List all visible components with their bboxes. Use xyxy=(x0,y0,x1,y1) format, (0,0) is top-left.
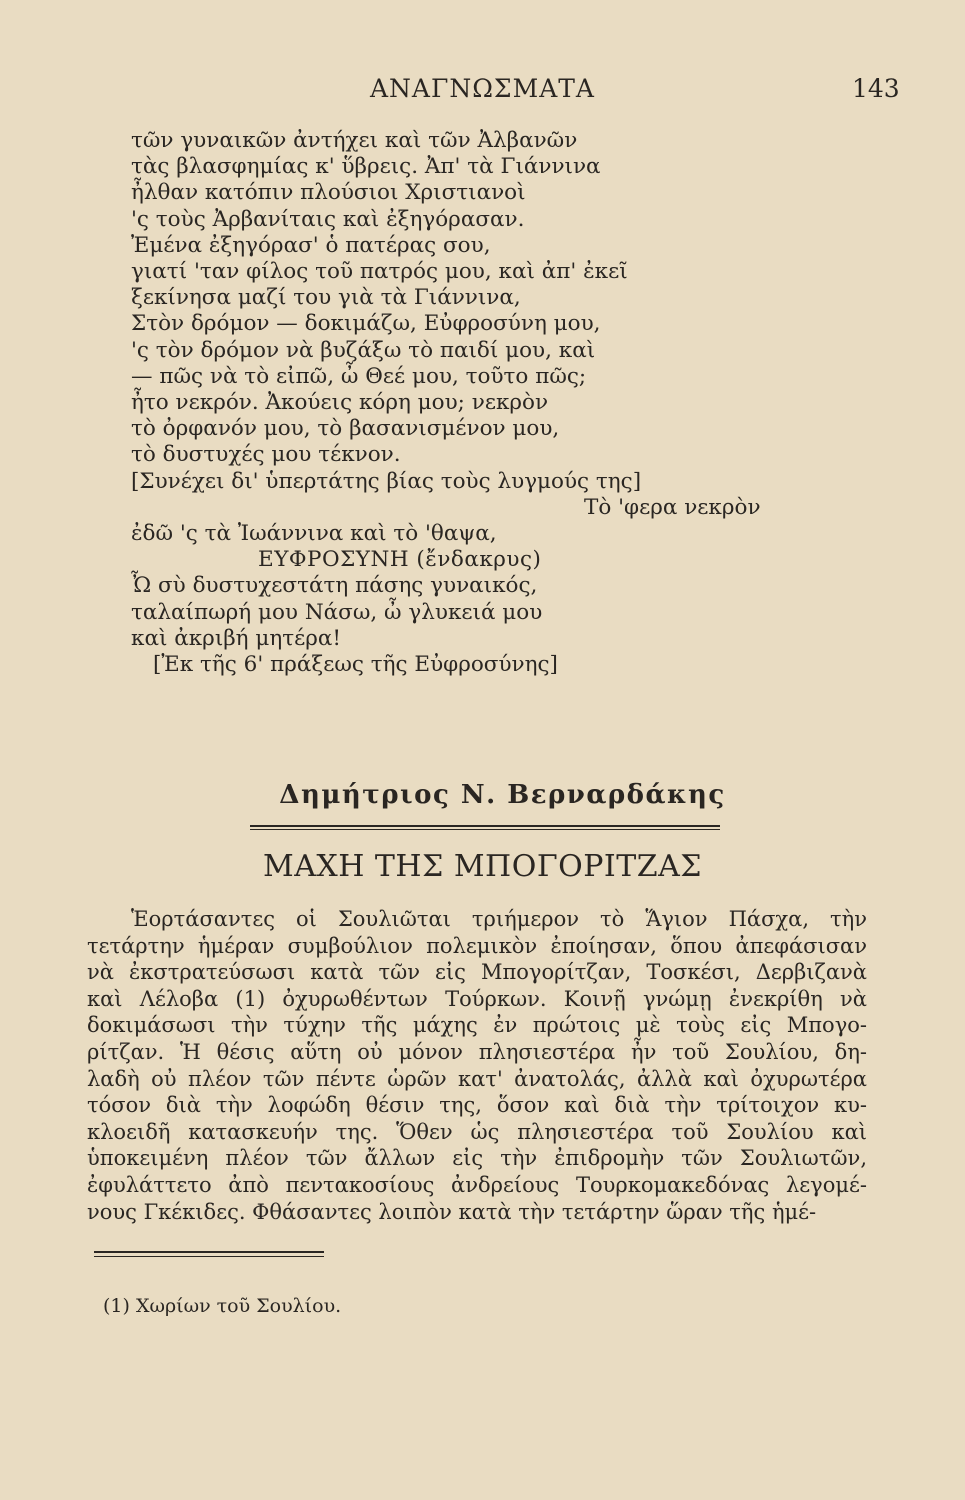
poem-line: Ὦ σὺ δυστυχεστάτη πάσης γυναικός, xyxy=(131,573,538,599)
stage-direction: [Συνέχει δι' ὑπερτάτης βίας τοὺς λυγμούς της] xyxy=(131,468,642,494)
prose-line: νους Γκέκιδες. Φθάσαντες λοιπὸν κατὰ τὴν τετάρτην ὥραν τῆς ἡμέ- xyxy=(87,1199,817,1224)
section-title: ΜΑΧΗ ΤΗΣ ΜΠΟΓΟΡΙΤΖΑΣ xyxy=(262,849,702,884)
prose-line: ὑποκειμένη πλέον τῶν ἄλλων εἰς τὴν ἐπιδρομὴν τῶν Σουλιωτῶν, xyxy=(87,1146,867,1171)
prose-line: Ἑορτάσαντες οἱ Σουλιῶται τριήμερον τὸ Ἅγιον Πάσχα, τὴν xyxy=(131,907,867,931)
prose-line: τετάρτην ἡμέραν συμβούλιον πολεμικὸν ἐποίησαν, ὅπου ἀπεφάσισαν xyxy=(87,933,867,958)
footnote-rule xyxy=(94,1251,324,1253)
prose-line: δοκιμάσωσι τὴν τύχην τῆς μάχης ἐν πρώτοις μὲ τοὺς εἰς Μπογο- xyxy=(87,1013,867,1038)
poem-line: ξεκίνησα μαζί του γιὰ τὰ Γιάννινα, xyxy=(131,285,521,311)
prose-line: κλοειδῆ κατασκευήν της. Ὅθεν ὡς πλησιεστέρα τοῦ Σουλίου καὶ xyxy=(87,1119,867,1144)
poem-line: τὸ ὀρφανόν μου, τὸ βασανισμένον μου, xyxy=(131,416,560,442)
poem-excerpt xyxy=(131,128,851,678)
prose-line: τόσον διὰ τὴν λοφώδη θέσιν της, ὅσον καὶ διὰ τὴν τρίτοιχον κυ- xyxy=(87,1093,867,1118)
poem-line: τῶν γυναικῶν ἀντήχει καὶ τῶν Ἀλβανῶν xyxy=(131,128,578,153)
running-header: ΑΝΑΓΝΩΣΜΑΤΑ xyxy=(370,74,595,103)
poem-line: ἦλθαν κατόπιν πλούσιοι Χριστιανοὶ xyxy=(131,180,526,206)
prose-line: καὶ Λέλοβα (1) ὀχυρωθέντων Τούρκων. Κοινῇ γνώμῃ ἐνεκρίθη νὰ xyxy=(87,986,867,1011)
prose-line: νὰ ἐκστρατεύσωσι κατὰ τῶν εἰς Μπογορίτζαν, Τοσκέσι, Δερβιζανὰ xyxy=(87,960,867,985)
prose-line: λαδὴ οὐ πλέον τῶν πέντε ὡρῶν κατ' ἀνατολάς, ἀλλὰ καὶ ὀχυρωτέρα xyxy=(87,1066,867,1091)
prose-body xyxy=(87,906,867,1225)
poem-line: ἦτο νεκρόν. Ἀκούεις κόρη μου; νεκρὸν xyxy=(131,390,549,416)
prose-line: ἐφυλάττετο ἀπὸ πεντακοσίους ἀνδρείους Τουρκομακεδόνας λεγομέ- xyxy=(87,1172,867,1197)
poem-line: 'ς τοὺς Ἀρβανίταις καὶ ἐξηγόρασαν. xyxy=(131,206,525,232)
footnote: (1) Χωρίων τοῦ Σουλίου. xyxy=(103,1295,342,1317)
poem-line: Τὸ 'φερα νεκρὸν xyxy=(584,494,761,520)
prose-line: ρίτζαν. Ἡ θέσις αὕτη οὐ μόνον πλησιεστέρα ἦν τοῦ Σουλίου, δη- xyxy=(87,1039,867,1064)
author-signature: Δημήτριος Ν. Βερναρδάκης xyxy=(279,780,726,810)
poem-line: — πῶς νὰ τὸ εἰπῶ, ὦ Θεέ μου, τοῦτο πῶς; xyxy=(131,363,587,389)
poem-line: ταλαίπωρή μου Νάσω, ὦ γλυκειά μου xyxy=(131,599,543,625)
section-divider xyxy=(250,825,720,830)
page-number: 143 xyxy=(852,74,900,103)
poem-line: καὶ ἀκριβή μητέρα! xyxy=(131,625,342,651)
poem-line: τὸ δυστυχές μου τέκνον. xyxy=(131,442,401,468)
poem-line: Ἐμένα ἐξηγόρασ' ὁ πατέρας σου, xyxy=(131,232,491,258)
poem-line: 'ς τὸν δρόμον νὰ βυζάξω τὸ παιδί μου, καὶ xyxy=(131,337,596,363)
source-citation: [Ἐκ τῆς 6' πράξεως τῆς Εὐφροσύνης] xyxy=(153,652,558,678)
footnote-rule xyxy=(94,1256,324,1257)
poem-line: γιατί 'ταν φίλος τοῦ πατρός μου, καὶ ἀπ' ἐκεῖ xyxy=(131,259,628,285)
poem-line: τὰς βλασφημίας κ' ὕβρεις. Ἀπ' τὰ Γιάννινα xyxy=(131,154,601,180)
poem-line: Στὸν δρόμον — δοκιμάζω, Εὐφροσύνη μου, xyxy=(131,311,601,337)
speaker-label: ΕΥΦΡΟΣΥΝΗ (ἔνδακρυς) xyxy=(258,547,542,573)
poem-line: ἐδῶ 'ς τὰ Ἰωάννινα καὶ τὸ 'θαψα, xyxy=(131,521,497,547)
